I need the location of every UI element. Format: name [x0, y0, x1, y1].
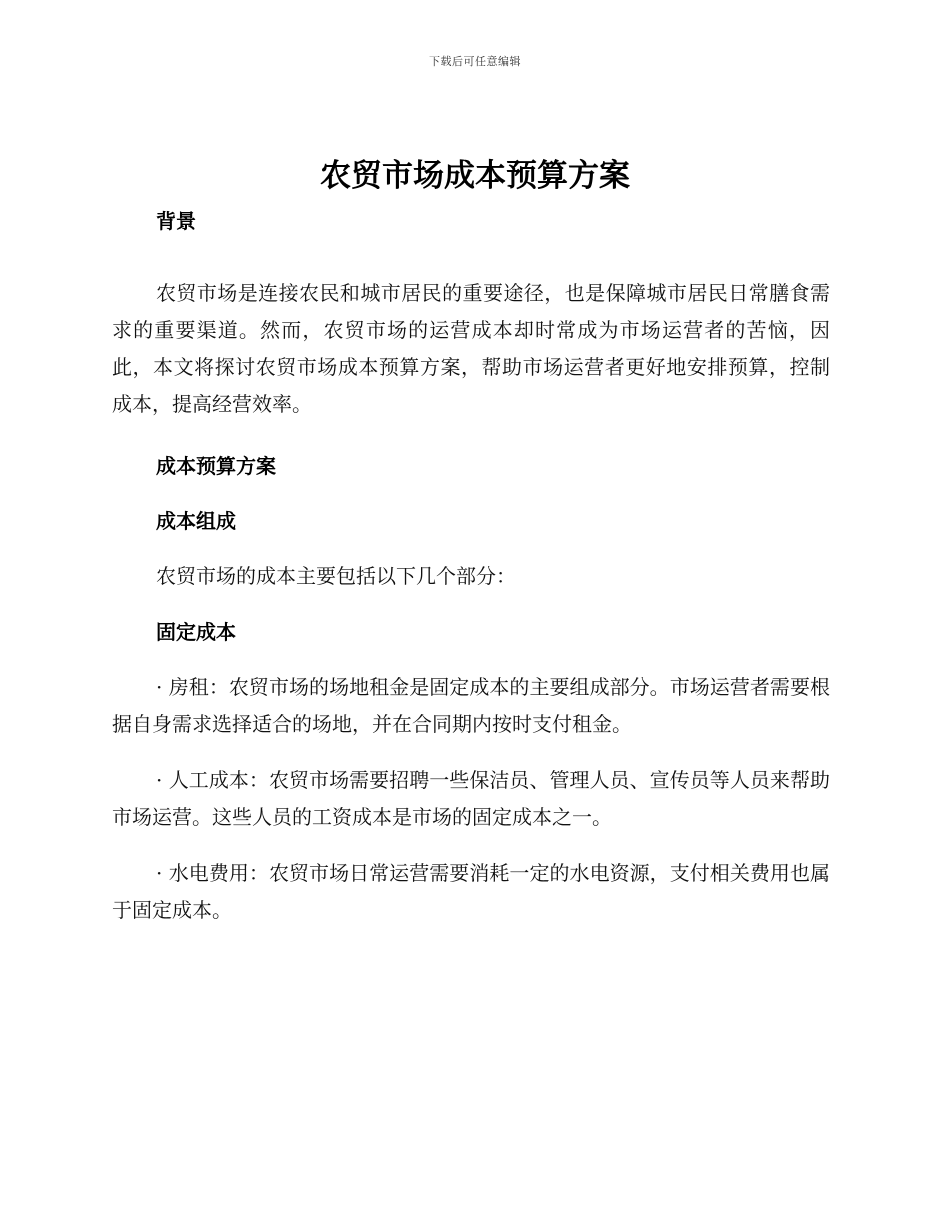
section-heading-fixed-cost: 固定成本 — [156, 620, 236, 644]
section-heading-plan: 成本预算方案 — [156, 454, 276, 478]
paragraph-composition-intro: 农贸市场的成本主要包括以下几个部分： — [156, 564, 516, 588]
header-note: 下载后可任意编辑 — [429, 55, 521, 68]
paragraph-background: 农贸市场是连接农民和城市居民的重要途径，也是保障城市居民日常膳食需求的重要渠道。然而，农贸市场的运营成本却时常成为市场运营者的苦恼，因此，本文将探讨农贸市场成本预算方案，帮助市场运营者更好地安排预算，控制成本，提高经营效率。 — [112, 281, 830, 416]
document-title: 农贸市场成本预算方案 — [320, 158, 630, 194]
list-item-labor-cost: · 人工成本：农贸市场需要招聘一些保洁员、管理人员、宣传员等人员来帮助市场运营。这些人员的工资成本是市场的固定成本之一。 — [112, 768, 830, 829]
section-heading-background: 背景 — [156, 209, 196, 233]
document-body — [112, 203, 830, 948]
list-item-rent: · 房租：农贸市场的场地租金是固定成本的主要组成部分。市场运营者需要根据自身需求选择适合的场地，并在合同期内按时支付租金。 — [112, 675, 830, 736]
list-item-utilities: · 水电费用：农贸市场日常运营需要消耗一定的水电资源，支付相关费用也属于固定成本。 — [112, 861, 830, 922]
section-heading-composition: 成本组成 — [156, 509, 236, 533]
